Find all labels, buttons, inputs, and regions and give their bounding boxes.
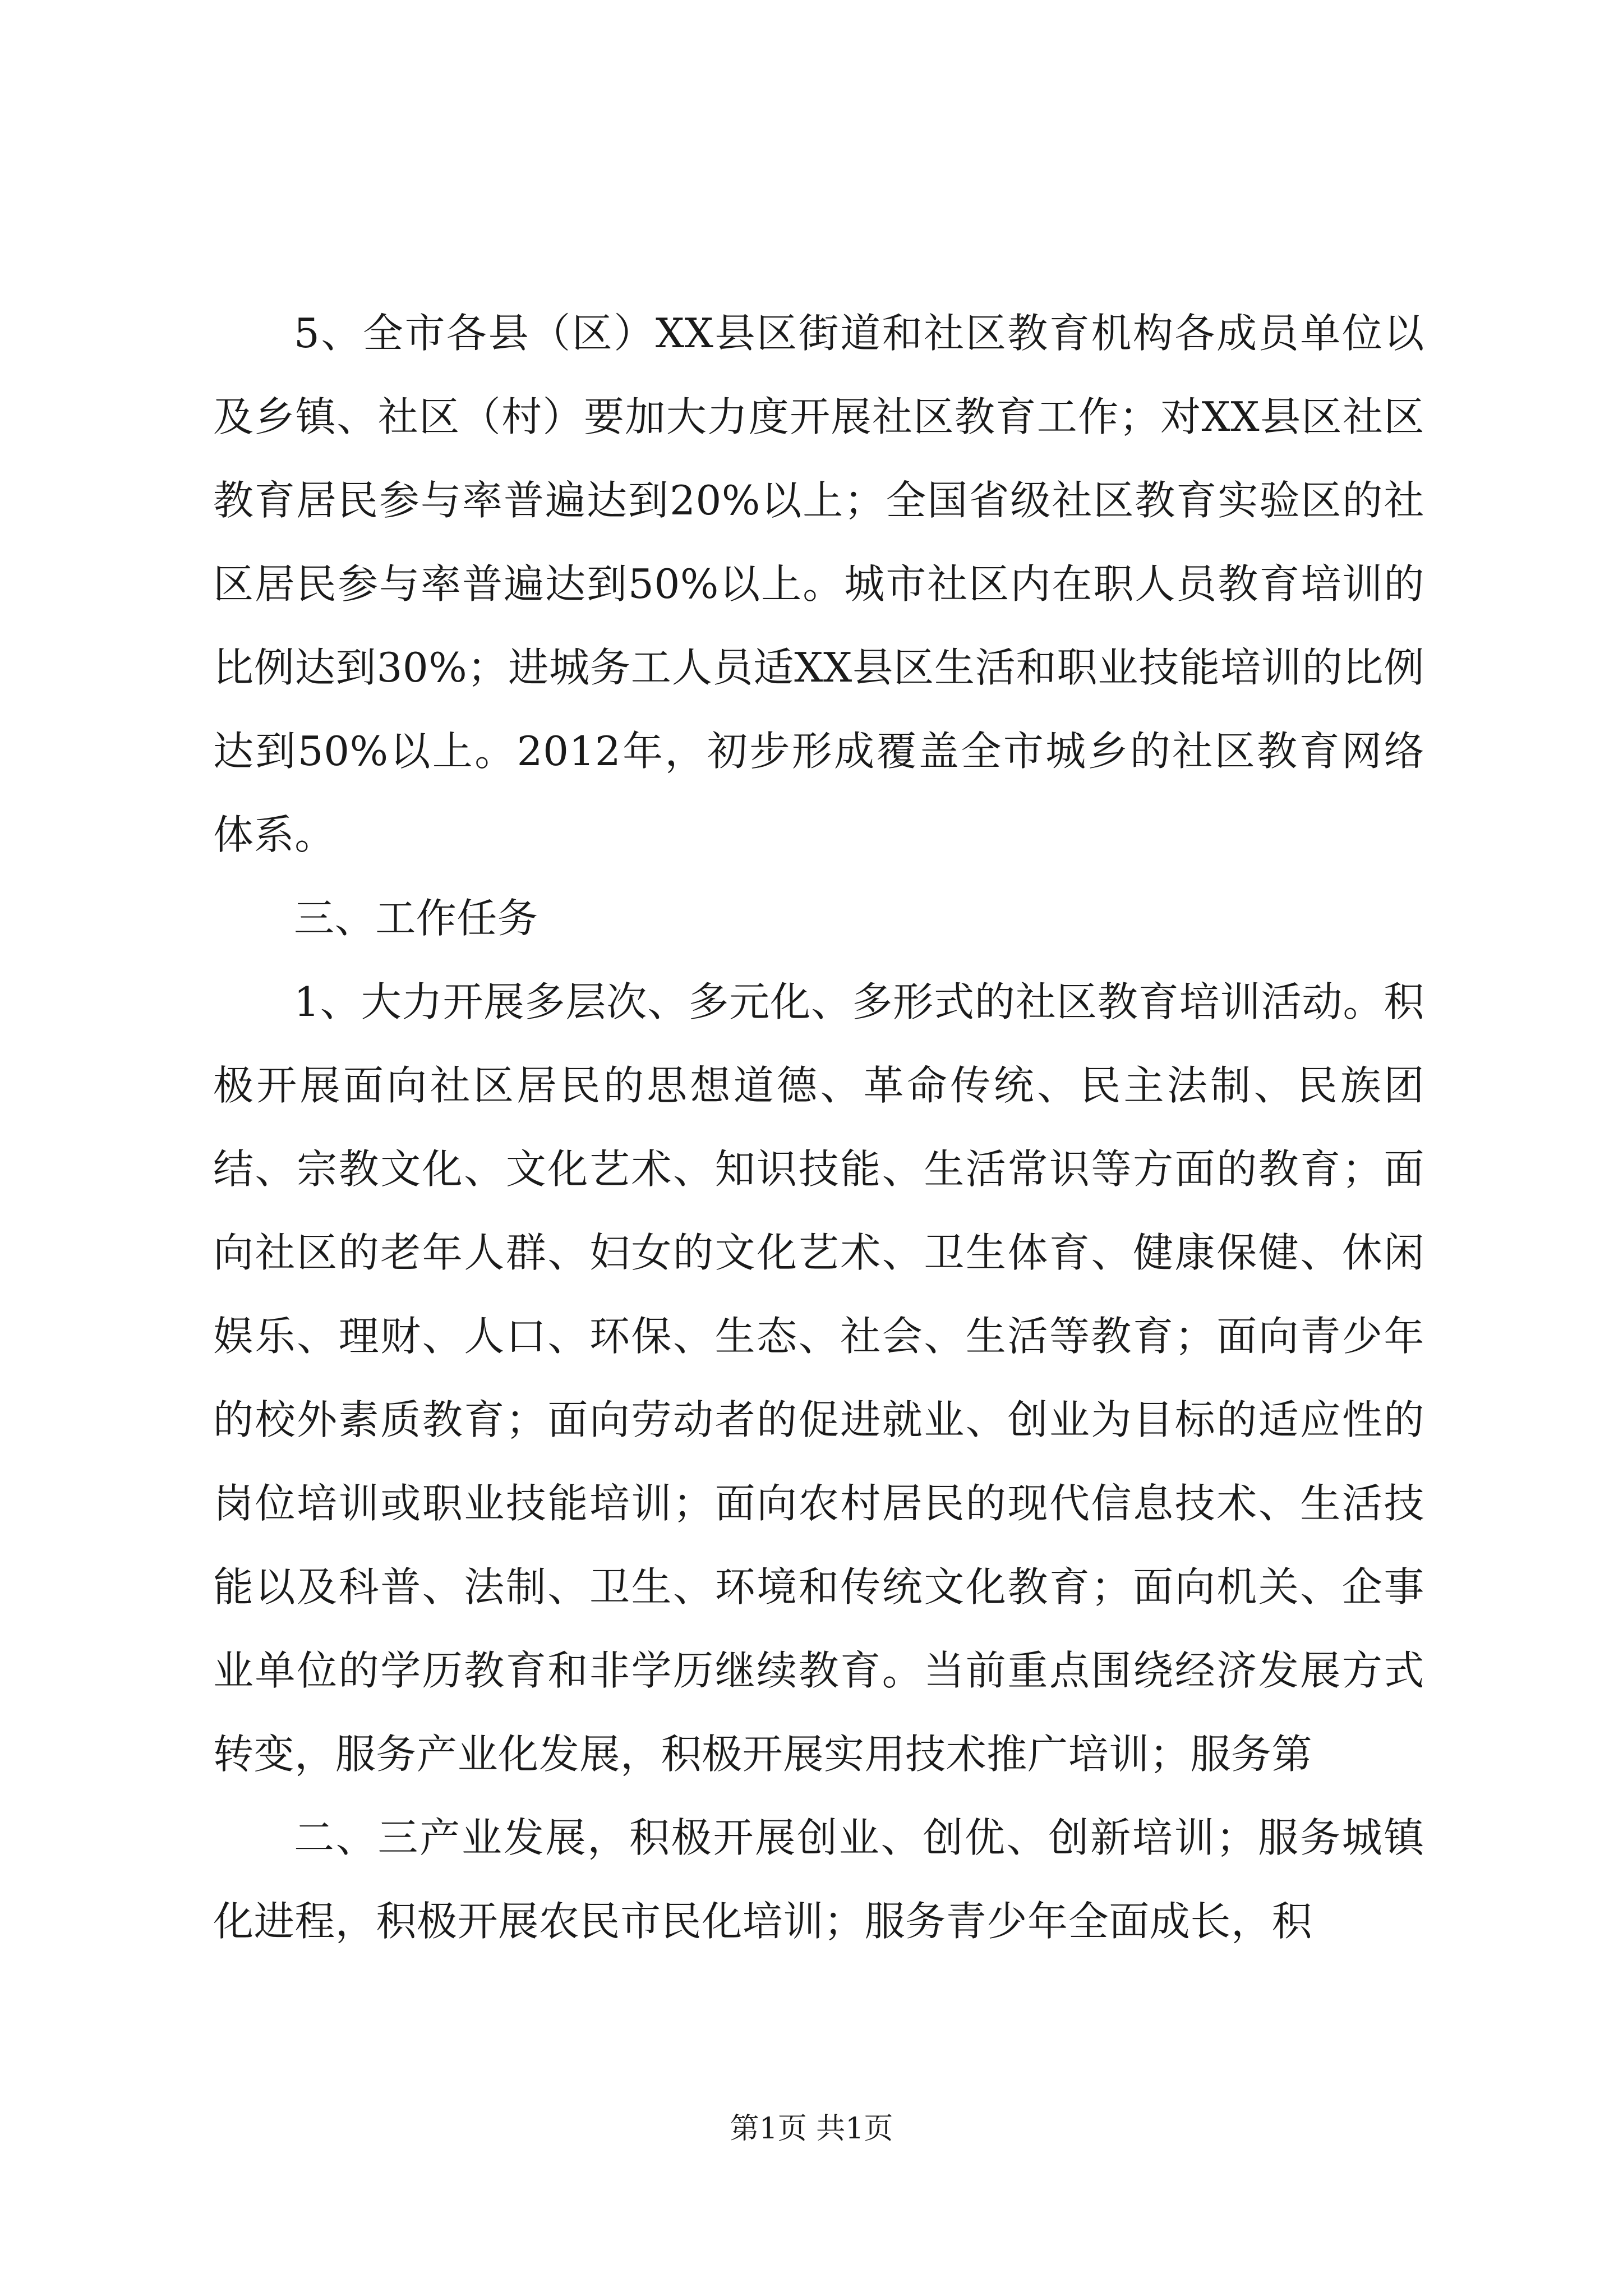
paragraph-task-continued: 二、三产业发展，积极开展创业、创优、创新培训；服务城镇化进程，积极开展农民市民化培训；服务青少年全面成长，积 [213, 1814, 1424, 1945]
page-footer: 第1页 共1页 [730, 2112, 893, 2146]
document-body [213, 292, 1424, 1963]
paragraph-task-1: 1、大力开展多层次、多元化、多形式的社区教育培训活动。积极开展面向社区居民的思想道德、革命传统、民主法制、民族团结、宗教文化、文化艺术、知识技能、生活常识等方面的教育；面向社区的老年人群、妇女的文化艺术、卫生体育、健康保健、休闲娱乐、理财、人口、环保、生态、社会、生活等教育；面向青少年的校外素质教育；面向劳动者的促进就业、创业为目标的适应性的岗位培训或职业技能培训；面向农村居民的现代信息技术、生活技能以及科普、法制、卫生、环境和传统文化教育；面向机关、企事业单位的学历教育和非学历继续教育。当前重点围绕经济发展方式转变，服务产业化发展，积极开展实用技术推广培训；服务第 [213, 978, 1424, 1778]
section-heading-tasks: 三、工作任务 [294, 895, 538, 942]
paragraph-goal-5: 5、全市各县（区）XX县区街道和社区教育机构各成员单位以及乡镇、社区（村）要加大力度开展社区教育工作；对XX县区社区教育居民参与率普遍达到20%以上；全国省级社区教育实验区的社区居民参与率普遍达到50%以上。城市社区内在职人员教育培训的比例达到30%；进城务工人员适XX县区生活和职业技能培训的比例达到50%以上。2012年，初步形成覆盖全市城乡的社区教育网络体系。 [213, 310, 1424, 858]
